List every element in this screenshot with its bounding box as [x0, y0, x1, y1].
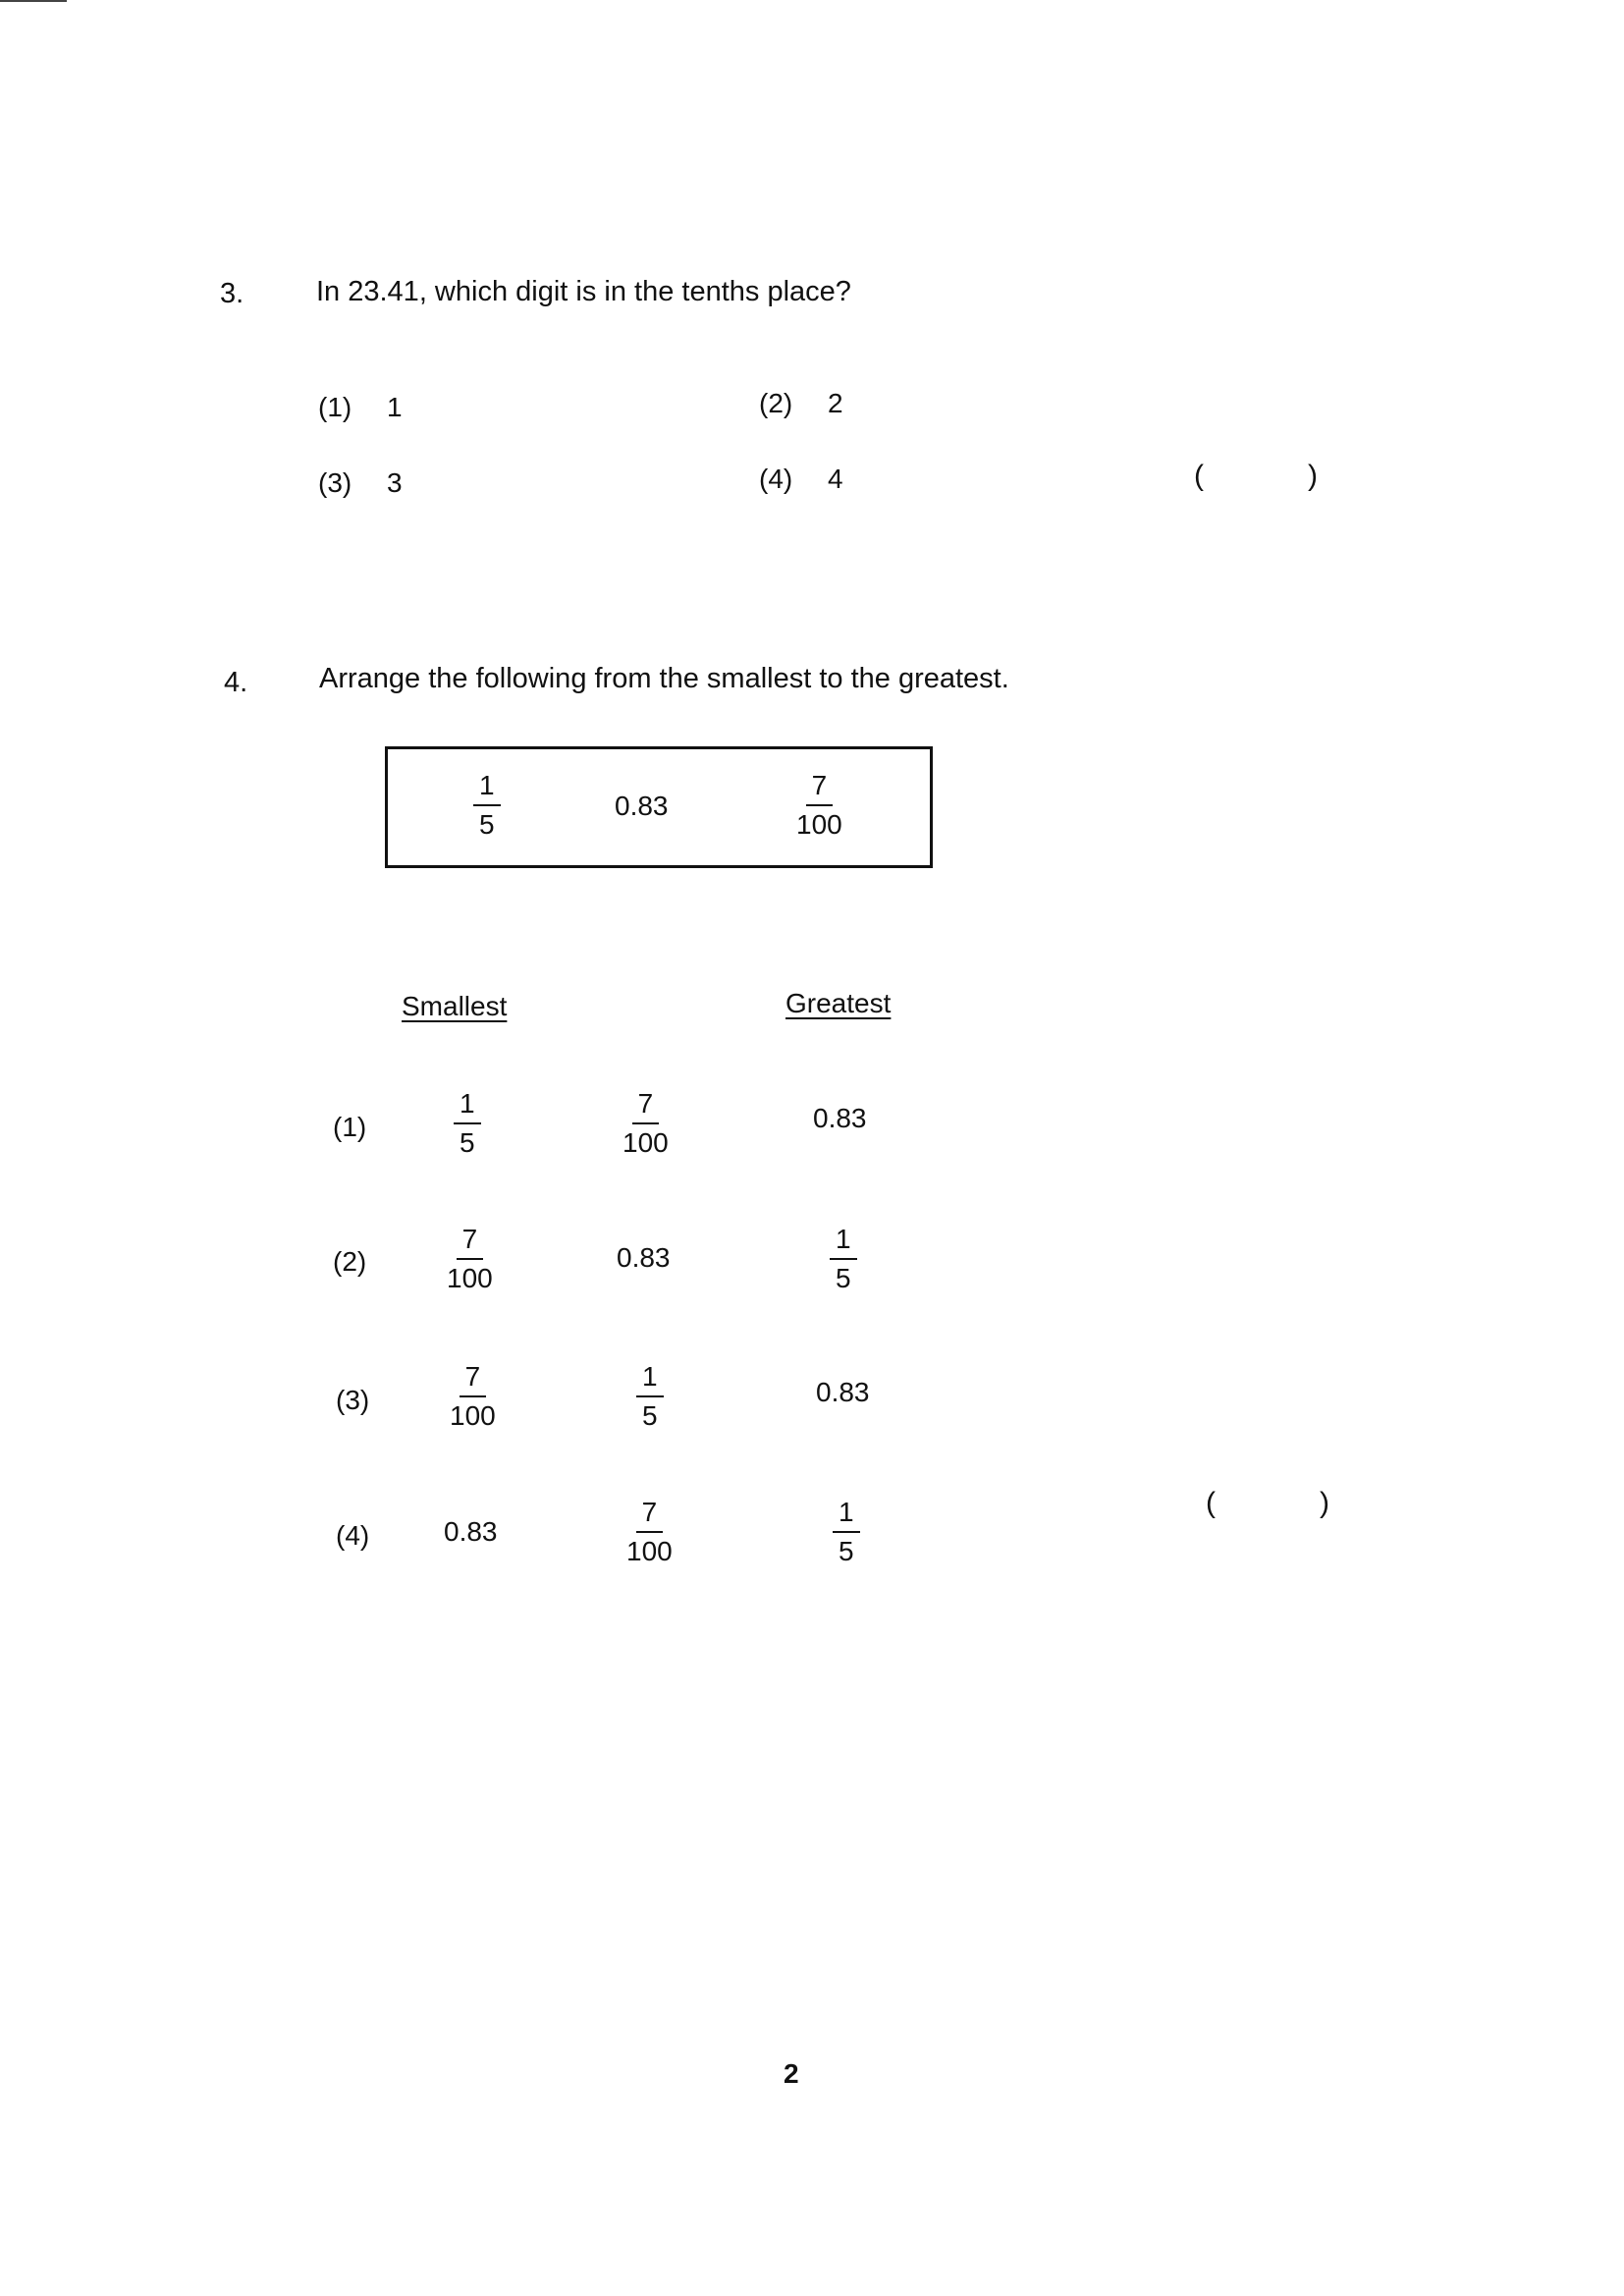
question-4-number: 4. [224, 667, 248, 698]
q4-option-2-item-3: $\frac{1}{5}$ [830, 1224, 857, 1294]
q4-option-3-item-2: $\frac{1}{5}$ [636, 1361, 664, 1432]
question-3-text: In 23.41, which digit is in the tenths place? [316, 276, 851, 307]
q3-option-3-value: 3 [387, 467, 403, 498]
q4-option-2-label[interactable]: (2) [333, 1246, 367, 1277]
q3-option-2-label[interactable]: (2) [759, 388, 793, 418]
q4-option-1-item-3: 0.83 [813, 1103, 867, 1133]
box-fraction-seven-hundredths: $\frac{7}{100}$ [796, 770, 842, 840]
question-4-text: Arrange the following from the smallest to the greatest. [319, 663, 1009, 694]
q4-option-4-item-1: 0.83 [444, 1516, 498, 1547]
header-greatest: Greatest [785, 988, 892, 1018]
q4-option-2-item-1: $\frac{7}{100}$ [447, 1224, 493, 1293]
q4-option-3-item-1: $\frac{7}{100}$ [450, 1361, 496, 1431]
question-3-number: 3. [220, 278, 244, 309]
q4-option-4-item-3: $\frac{1}{5}$ [833, 1497, 860, 1567]
page-number: 2 [784, 2058, 799, 2089]
box-fraction-one-fifth: $\frac{1}{5}$ [473, 770, 501, 841]
q4-option-3-label[interactable]: (3) [336, 1385, 370, 1415]
header-smallest: Smallest [402, 991, 508, 1021]
q4-option-2-item-2: 0.83 [617, 1242, 671, 1273]
q4-option-1-item-2: $\frac{7}{100}$ [623, 1088, 669, 1158]
q3-answer-bracket-close[interactable]: ) [1308, 460, 1318, 492]
q4-option-4-item-2: $\frac{7}{100}$ [626, 1497, 673, 1566]
q3-option-1-label[interactable]: (1) [318, 392, 352, 422]
q4-option-1-item-1: $\frac{1}{5}$ [454, 1088, 481, 1159]
q3-option-4-value: 4 [828, 464, 843, 494]
q4-option-4-label[interactable]: (4) [336, 1520, 370, 1551]
q3-option-4-label[interactable]: (4) [759, 464, 793, 494]
q3-answer-bracket-open[interactable]: ( [1194, 460, 1204, 492]
q4-option-3-item-3: 0.83 [816, 1377, 870, 1407]
q4-answer-bracket-close[interactable]: ) [1320, 1487, 1329, 1519]
q3-option-3-label[interactable]: (3) [318, 467, 352, 498]
q3-option-1-value: 1 [387, 392, 403, 422]
q3-option-2-value: 2 [828, 388, 843, 418]
q4-option-1-label[interactable]: (1) [333, 1112, 367, 1142]
q4-answer-bracket-open[interactable]: ( [1206, 1487, 1216, 1519]
box-decimal: 0.83 [615, 791, 669, 821]
top-edge-mark [0, 0, 67, 2]
